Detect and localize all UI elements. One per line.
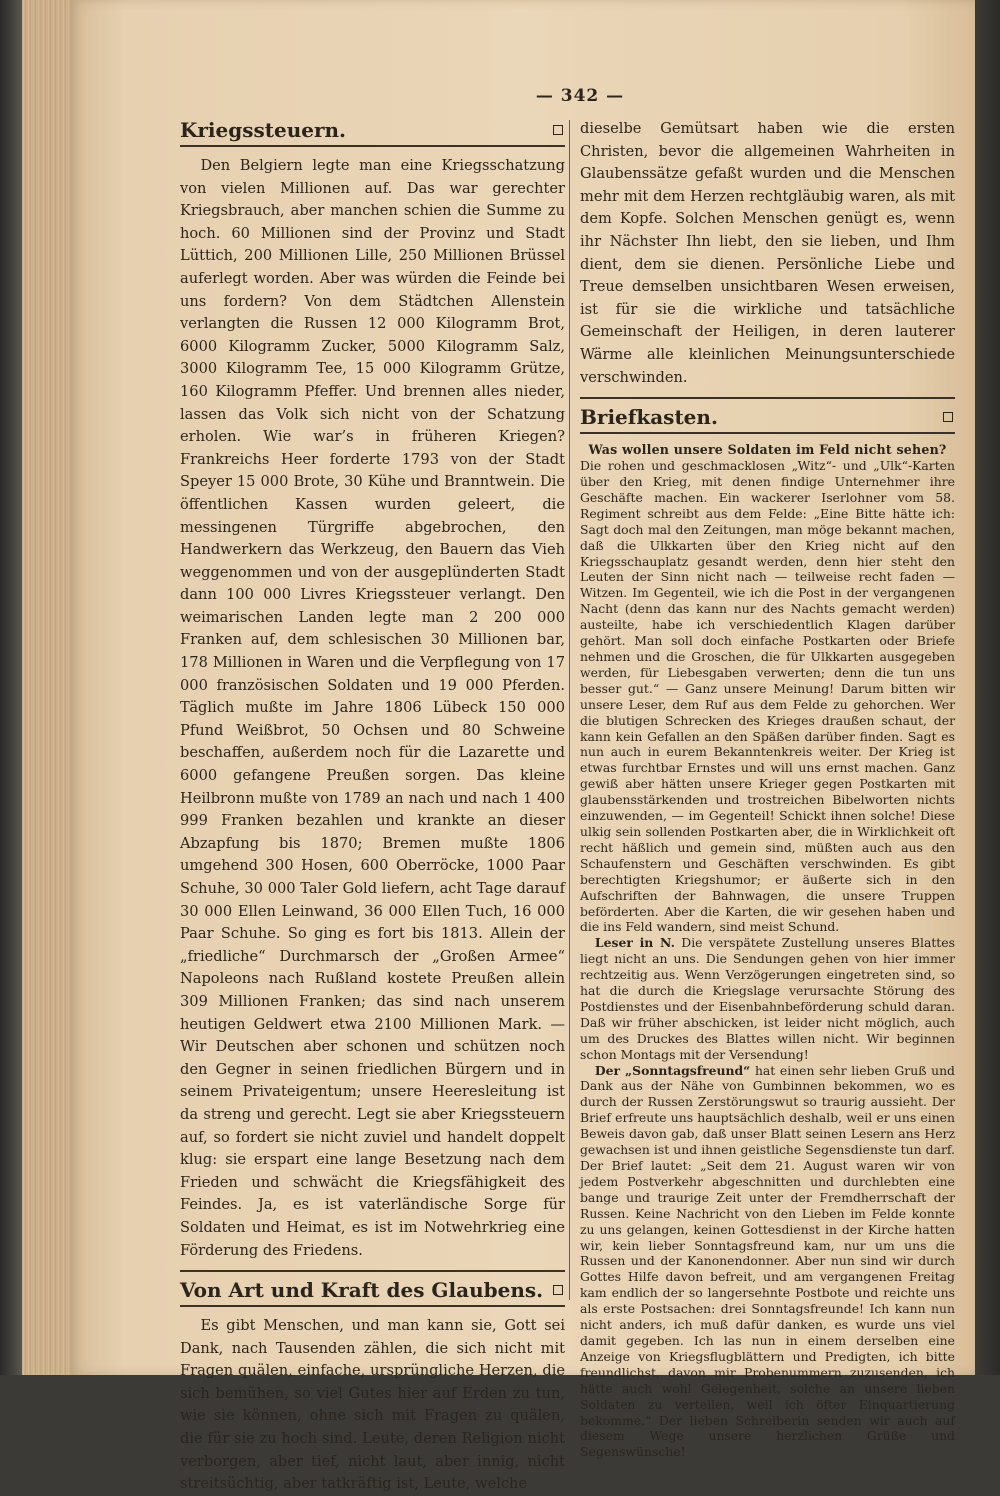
- article-heading-kriegssteuern: [180, 118, 565, 147]
- briefkasten-entry-sonntagsfreund: [580, 1063, 955, 1461]
- entry-text: Die verspätete Zustellung unseres Blattes liegt nicht an uns. Die Sendungen gehen von hier immer rechtzeitig aus. Wenn Verzögerungen eingetreten sind, so hat die durch die Kriegslage verursachte Störung des Postdienstes und der Eisenbahnbeförderung schuld daran. Daß wir früher abschicken, ist leider nicht möglich, auch um des Druckes des Blattes willen nicht. Wir beginnen schon Montags mit der Versendung!: [580, 935, 955, 1062]
- article-heading-briefkasten: [580, 405, 955, 434]
- article-title: Von Art und Kraft des Glaubens.: [180, 1278, 544, 1303]
- square-ornament-icon: [943, 412, 953, 422]
- article-title: Briefkasten.: [580, 405, 718, 430]
- article-continuation-glaubens: dieselbe Gemütsart haben wie die ersten Christen, bevor die allgemeinen Wahrheiten in Glaubenssätze gefaßt wurden und die Menschen mehr mit dem Herzen rechtgläubig waren, als mit dem Kopfe. Solchen Menschen genügt es, wenn ihr Nächster Ihn liebt, den sie lieben, und Ihm dient, dem sie dienen. Persönliche Liebe und Treue demselben unsichtbaren Wesen erweisen, ist für sie die wirkliche und tatsächliche Gemeinschaft der Heiligen, in deren lauterer Wärme alle kleinlichen Meinungsunterschiede verschwinden.: [580, 120, 955, 386]
- column-divider: [569, 120, 570, 1300]
- section-rule: [580, 397, 955, 399]
- entry-label: Leser in N.: [594, 935, 675, 951]
- left-column: [180, 118, 565, 1493]
- briefkasten-entry-leser: [580, 935, 955, 1062]
- right-background: [975, 0, 1000, 1375]
- entry-label: Der „Sonntagsfreund“: [594, 1062, 751, 1078]
- book-binding: [0, 0, 22, 1375]
- page-number: — 342 —: [535, 86, 625, 106]
- article-body-glaubens: Es gibt Menschen, und man kann sie, Gott sei Dank, nach Tausenden zählen, die sich nicht mit Fragen quälen, einfache, ursprüngliche Herzen, die sich bemühen, so viel Gutes hier auf Erden zu tun, wie sie können, ohne sich mit Fragen zu quälen, die für sie zu hoch sind. Leute, deren Religion nicht verborgen, aber tief, nicht laut, aber innig, nicht streitsüchtig, aber tatkräftig ist, Leute, welche: [180, 1317, 565, 1493]
- entry-text: hat einen sehr lieben Gruß und Dank aus der Nähe von Gumbinnen bekommen, wo es durch der Russen Zerstörungswut so traurig aussieht. Der Brief erfreute uns hauptsächlich deshalb, weil er uns einen Beweis davon gab, daß unser Blatt seinen Lesern ans Herz gewachsen ist und ihnen geistliche Segensdienste tun darf. Der Brief lautet: „Seit dem 21. August waren wir von jedem Postverkehr abgeschnitten und durchlebten eine bange und traurige Zeit unter der Fremdherrschaft der Russen. Keine Nachricht von den Lieben im Felde konnte zu uns gelangen, keinen Gottesdienst in der Kirche hatten wir, kein lieber Sonntagsfreund kam, nur um uns die Russen und der Kanonendonner. Aber nun sind wir durch Gottes Hilfe davon befreit, und am vergangenen Freitag kam endlich der so langersehnte Postbote und reichte uns als erste Postsachen: drei Sonntagsfreunde! Ich kann nun nicht anders, ich muß dafür danken, es wurde uns viel damit gegeben. Ich las nun in einem derselben eine Anzeige von Kriegsflugblättern und Predigten, ich bitte freundlichst, davon mir Probenummern zuzusenden, ich hätte auch wohl Gelegenheit, solche an unsere lieben Soldaten zu verteilen, weil ich öfter Einquartierung bekomme.“ Der lieben Schreiberin senden wir auch auf diesem Wege unsere herzlichen Grüße und Segenswünsche!: [580, 1062, 955, 1460]
- briefkasten-subheading: Was wollen unsere Soldaten im Feld nicht sehen?: [588, 442, 947, 458]
- article-title: Kriegssteuern.: [180, 118, 347, 142]
- square-ornament-icon: [553, 125, 563, 135]
- article-heading-glaubens: [180, 1278, 565, 1307]
- section-rule: [180, 1270, 565, 1272]
- right-column: [580, 118, 955, 1460]
- square-ornament-icon: [553, 1285, 563, 1295]
- article-body-kriegssteuern: Den Belgiern legte man eine Kriegsschatzung von vielen Millionen auf. Das war gerechter Kriegsbrauch, aber manchen schien die Summe zu hoch. 60 Millionen sind der Provinz und Stadt Lüttich, 200 Millionen Lille, 250 Millionen Brüssel auferlegt worden. Aber was würden die Feinde bei uns fordern? Von dem Städtchen Allenstein verlangten die Russen 12 000 Kilogramm Brot, 6000 Kilogramm Zucker, 5000 Kilogramm Salz, 3000 Kilogramm Tee, 15 000 Kilogramm Grütze, 160 Kilogramm Pfeffer. Und brennen alles nieder, lassen das Volk sich nicht von der Schatzung erholen. Wie war’s in früheren Kriegen? Frankreichs Heer forderte 1793 von der Stadt Speyer 15 000 Brote, 30 Kühe und Branntwein. Die öffentlichen Kassen wurden geleert, die messingenen Türgriffe abgebrochen, den Handwerkern das Werkzeug, den Bauern das Vieh weggenommen und von der ausgeplünderten Stadt dann 100 000 Livres Kriegssteuer verlangt. Den weimarischen Landen legte man 2 200 000 Franken auf, dem schlesischen 30 Millionen bar, 178 Millionen in Waren und die Verpflegung von 17 000 französischen Soldaten und 19 000 Pferden. Täglich mußte im Jahre 1806 Lübeck 150 000 Pfund Weißbrot, 50 Ochsen und 80 Schweine beschaffen, außerdem noch für die Lazarette und 6000 gefangene Preußen sorgen. Das kleine Heilbronn mußte von 1789 an nach und nach 1 400 999 Franken bezahlen und krankte an dieser Abzapfung bis 1870; Bremen mußte 1806 umgehend 300 Hosen, 600 Oberröcke, 1000 Paar Schuhe, 30 000 Taler Gold liefern, acht Tage darauf 30 000 Ellen Leinwand, 36 000 Ellen Tuch, 16 000 Paar Schuhe. So ging es fort bis 1813. Allein der „friedliche“ Durchmarsch der „Großen Armee“ Napoleons nach Rußland kostete Preußen allein 309 Millionen Franken; das sind nach unserem heutigen Geldwert etwa 2100 Millionen Mark. — Wir Deutschen aber schonen und schützen noch den Gegner in seinen friedlichen Bürgern und in seinem Privateigentum; unsere Heeresleitung ist da streng und gerecht. Legt sie aber Kriegssteuern auf, so fordert sie nicht zuviel und handelt doppelt klug: sie erspart eine lange Besetzung nach dem Frieden und schwächt die Kriegsfähigkeit des Feindes. Ja, es ist vaterländische Sorge für Soldaten und Heimat, es ist im Notwehrkrieg eine Förderung des Friedens.: [180, 157, 565, 1259]
- briefkasten-entry-soldaten: Die rohen und geschmacklosen „Witz“- und „Ulk“-Karten über den Krieg, mit denen findige Unternehmer ihre Geschäfte machen. Ein wackerer Iserlohner vom 58. Regiment schreibt aus dem Felde: „Eine Bitte hätte ich: Sagt doch mal den Zeitungen, man möge bekannt machen, daß die Ulkkarten über den Krieg nicht auf den Kriegsschauplatz gesandt werden, denn hier steht den Leuten der Sinn nicht nach — teilweise recht faden — Witzen. Im Gegenteil, wie ich die Post in der vergangenen Nacht (denn das kann nur des Nachts gemacht werden) austeilte, habe ich verschiedentlich Klagen darüber gehört. Man soll doch einfache Postkarten oder Briefe nehmen und die Groschen, die für Ulkkarten ausgegeben werden, für Liebesgaben verwerten; denn die tun uns besser gut.“ — Ganz unsere Meinung! Darum bitten wir unsere Leser, dem Ruf aus dem Felde zu gehorchen. Wer die blutigen Schrecken des Krieges draußen schaut, der kann kein Gefallen an den Späßen darüber finden. Sagt es nun auch in eurem Bekanntenkreis weiter. Der Krieg ist etwas furchtbar Ernstes und will uns ernst machen. Ganz gewiß aber hätten unsere Krieger gegen Postkarten mit glaubensstärkenden und trostreichen Bibelworten nichts einzuwenden, — im Gegenteil! Schickt ihnen solche! Diese ulkig sein sollenden Postkarten aber, die in Wirklichkeit oft recht häßlich und gemein sind, müßten auch aus den Schaufenstern und Geschäften verschwinden. Es gibt berechtigten Kriegshumor; er äußerte sich in den Aufschriften der Bahnwagen, die unsere Truppen beförderten. Aber die Karten, die wir gesehen haben und die ins Feld wandern, sind meist Schund.: [580, 458, 955, 935]
